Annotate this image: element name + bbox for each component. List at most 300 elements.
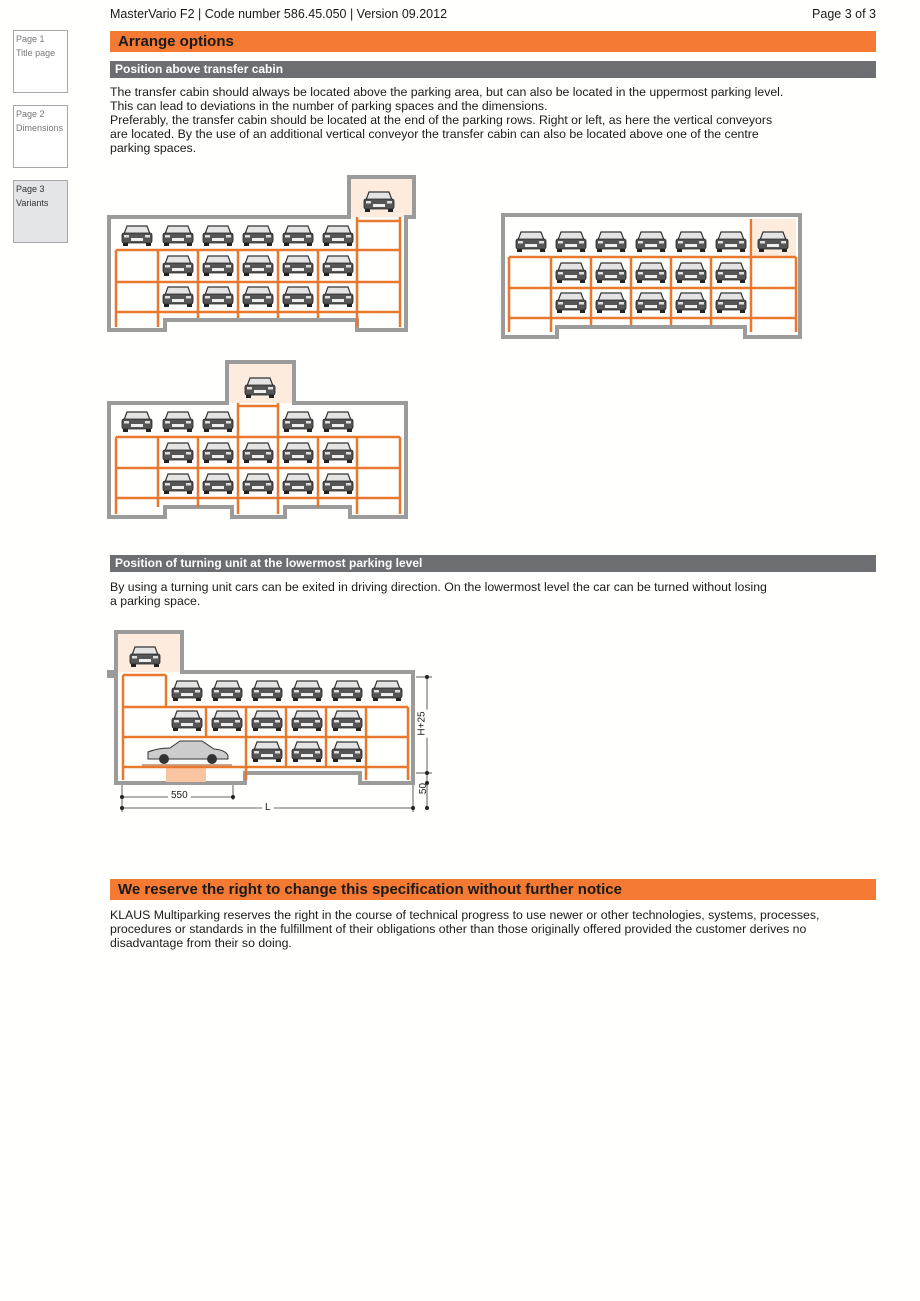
car-plate [172,455,184,458]
car-front-icon [323,256,353,276]
car-wheel [164,429,169,432]
car-plate [332,238,344,241]
car-plate [212,299,224,302]
car-wheel [267,491,272,494]
car-front-icon [172,711,202,731]
car-front-icon [203,474,233,494]
car-front-icon [163,474,193,494]
car-headlight [205,265,210,268]
car-front-icon [122,226,152,246]
car-wheel [187,429,192,432]
car-headlight [638,241,643,244]
car-headlight [659,272,664,275]
diagram-cabin-centre [109,362,406,517]
car-plate [341,723,353,726]
dimension-pit: 50 [418,782,430,795]
car-wheel [597,310,602,313]
car-wheel [146,243,151,246]
car-wheel [213,698,218,701]
car-plate [341,754,353,757]
car-headlight [132,656,137,659]
dimension-dot [411,806,415,810]
car-plate [332,486,344,489]
car-wheel [660,280,665,283]
car-front-icon [636,232,666,252]
car-plate [252,268,264,271]
car-front-icon [676,232,706,252]
car-wheel [187,460,192,463]
car-front-icon [252,742,282,762]
car-headlight [235,690,240,693]
car-plate [645,275,657,278]
car-wheel [637,310,642,313]
car-plate [685,305,697,308]
car-wheel [227,491,232,494]
car-wheel [154,664,159,667]
car-wheel [187,273,192,276]
car-wheel [660,310,665,313]
car-wheel [740,249,745,252]
car-headlight [214,720,219,723]
car-wheel [284,491,289,494]
car-headlight [325,265,330,268]
car-headlight [186,483,191,486]
car-plate [172,238,184,241]
sidebar-page-label: Page 2 [16,109,45,119]
car-wheel [637,249,642,252]
car-front-icon [596,293,626,313]
car-front-icon [245,378,275,398]
car-front-icon [163,412,193,432]
car-wheel [557,280,562,283]
car-front-icon [163,226,193,246]
car-headlight [266,265,271,268]
car-headlight [226,421,231,424]
car-wheel [159,754,169,764]
car-wheel [316,728,321,731]
car-plate [373,204,385,207]
dimension-dot [425,806,429,810]
car-headlight [619,272,624,275]
car-wheel [173,698,178,701]
car-plate [131,238,143,241]
car-wheel [580,249,585,252]
car-front-icon [130,647,160,667]
car-wheel [196,728,201,731]
car-plate [332,268,344,271]
car-headlight [315,720,320,723]
car-wheel [324,243,329,246]
car-headlight [315,690,320,693]
car-front-icon [716,263,746,283]
car-headlight [325,452,330,455]
car-wheel [307,429,312,432]
car-headlight [294,720,299,723]
car-wheel [356,698,361,701]
car-front-icon [203,412,233,432]
car-wheel [244,491,249,494]
diagram-cabin-top-level [503,215,800,337]
car-wheel [204,243,209,246]
car-front-icon [283,443,313,463]
car-headlight [266,296,271,299]
car-wheel [660,249,665,252]
car-headlight [395,690,400,693]
car-headlight [306,452,311,455]
car-headlight [254,751,259,754]
car-headlight [275,751,280,754]
car-plate [605,305,617,308]
car-headlight [579,241,584,244]
car-front-icon [758,232,788,252]
car-plate [131,424,143,427]
car-headlight [275,720,280,723]
car-headlight [659,302,664,305]
car-headlight [598,302,603,305]
car-headlight [165,421,170,424]
car-plate [221,693,233,696]
car-wheel [293,698,298,701]
car-headlight [124,421,129,424]
diagram-turning-unit [109,632,413,783]
car-wheel [267,304,272,307]
car-wheel [204,460,209,463]
car-plate [332,455,344,458]
diagram-cabin-right [109,177,414,330]
car-headlight [195,720,200,723]
car-plate [292,486,304,489]
car-headlight [518,241,523,244]
car-wheel [316,698,321,701]
car-wheel [324,304,329,307]
car-front-icon [212,711,242,731]
car-wheel [307,460,312,463]
car-headlight [174,690,179,693]
car-wheel [740,310,745,313]
car-wheel [284,460,289,463]
car-headlight [145,421,150,424]
car-plate [565,244,577,247]
car-plate [252,455,264,458]
car-headlight [205,235,210,238]
car-plate [172,268,184,271]
car-wheel [620,249,625,252]
car-front-icon [283,412,313,432]
car-headlight [598,241,603,244]
sidebar-item-label: Dimensions [16,123,64,133]
car-wheel [540,249,545,252]
car-plate [341,693,353,696]
car-headlight [619,302,624,305]
car-headlight [579,302,584,305]
car-plate [261,754,273,757]
car-headlight [186,265,191,268]
car-front-icon [283,226,313,246]
car-plate [301,693,313,696]
car-plate [645,305,657,308]
car-wheel [173,728,178,731]
car-front-icon [283,474,313,494]
car-plate [332,424,344,427]
car-headlight [165,296,170,299]
car-wheel [759,249,764,252]
dimension-dot [425,771,429,775]
car-wheel [700,249,705,252]
car-plate [685,244,697,247]
car-headlight [306,421,311,424]
car-wheel [347,304,352,307]
car-headlight [214,690,219,693]
car-wheel [284,429,289,432]
car-headlight [205,421,210,424]
car-plate [292,455,304,458]
car-wheel [700,310,705,313]
car-front-icon [283,287,313,307]
car-plate [252,238,264,241]
car-wheel [244,304,249,307]
car-wheel [333,728,338,731]
car-headlight [165,265,170,268]
car-headlight [346,235,351,238]
car-wheel [284,243,289,246]
car-front-icon [243,226,273,246]
car-wheel [187,243,192,246]
car-headlight [245,265,250,268]
car-wheel [253,759,258,762]
car-wheel [324,460,329,463]
car-plate [301,754,313,757]
car-headlight [678,272,683,275]
car-plate [212,455,224,458]
car-wheel [227,273,232,276]
car-headlight [266,452,271,455]
car-wheel [187,491,192,494]
car-headlight [355,690,360,693]
car-wheel [677,280,682,283]
car-wheel [557,310,562,313]
car-front-icon [596,263,626,283]
car-headlight [781,241,786,244]
car-front-icon [676,263,706,283]
car-headlight [306,235,311,238]
car-front-icon [636,263,666,283]
car-plate [221,723,233,726]
sidebar-page-label: Page 1 [16,34,45,44]
car-front-icon [203,443,233,463]
dimension-550: 550 [168,790,191,801]
car-plate [725,305,737,308]
car-headlight [699,272,704,275]
car-wheel [677,310,682,313]
car-wheel [316,759,321,762]
car-wheel [164,273,169,276]
car-wheel [365,209,370,212]
car-wheel [517,249,522,252]
car-plate [525,244,537,247]
car-wheel [717,280,722,283]
car-wheel [227,460,232,463]
car-wheel [244,273,249,276]
car-plate [252,299,264,302]
car-headlight [306,296,311,299]
car-wheel [324,273,329,276]
document-header-title: MasterVario F2 | Code number 586.45.050 | Version 09.2012 [110,7,448,21]
car-headlight [678,241,683,244]
car-headlight [247,387,252,390]
car-front-icon [203,287,233,307]
car-headlight [638,272,643,275]
car-wheel [333,698,338,701]
car-headlight [346,265,351,268]
car-wheel [204,429,209,432]
car-headlight [387,201,392,204]
car-headlight [294,690,299,693]
car-headlight [325,483,330,486]
car-wheel [187,304,192,307]
car-headlight [619,241,624,244]
car-wheel [204,304,209,307]
car-plate [172,486,184,489]
car-wheel [236,728,241,731]
car-plate [605,275,617,278]
car-headlight [254,720,259,723]
car-front-icon [372,681,402,701]
page-number: Page 3 of 3 [812,7,876,21]
car-plate [212,424,224,427]
car-wheel [164,491,169,494]
car-headlight [739,302,744,305]
car-headlight [306,265,311,268]
car-headlight [315,751,320,754]
car-plate [292,268,304,271]
car-headlight [245,452,250,455]
car-headlight [124,235,129,238]
car-wheel [253,698,258,701]
car-plate [685,275,697,278]
car-wheel [620,280,625,283]
car-headlight [306,483,311,486]
car-front-icon [292,711,322,731]
car-headlight [346,421,351,424]
car-front-icon [332,711,362,731]
car-headlight [268,387,273,390]
car-wheel [580,310,585,313]
car-wheel [213,728,218,731]
car-headlight [285,452,290,455]
car-headlight [699,241,704,244]
paragraph-transfer-cabin: The transfer cabin should always be located above the parking area, but can also be located in the uppermost parking level. This can lead to deviations in the number of parking spaces and the dimensions. Preferably, the transfer cabin should be located at the end of the parking rows. Right or left, as here the vertical conveyors are located. By the use of an additional vertical conveyor the transfer cabin can also be located above one of the centre parking spaces. [110,85,784,155]
car-wheel [373,698,378,701]
car-front-icon [596,232,626,252]
car-front-icon [243,474,273,494]
car-headlight [355,751,360,754]
subsection-title: Position above transfer cabin [110,61,876,78]
car-headlight [266,235,271,238]
car-front-icon [212,681,242,701]
car-headlight [285,421,290,424]
car-plate [332,299,344,302]
car-headlight [165,235,170,238]
car-wheel [637,280,642,283]
car-plate [292,424,304,427]
car-wheel [333,759,338,762]
car-front-icon [556,293,586,313]
car-front-icon [556,263,586,283]
car-headlight [226,235,231,238]
car-plate [181,723,193,726]
car-wheel [244,460,249,463]
car-front-icon [332,681,362,701]
car-front-icon [172,681,202,701]
car-headlight [598,272,603,275]
car-plate [254,390,266,393]
car-wheel [388,209,393,212]
car-front-icon [716,293,746,313]
car-headlight [205,296,210,299]
car-headlight [659,241,664,244]
car-headlight [760,241,765,244]
car-headlight [334,720,339,723]
car-headlight [346,452,351,455]
car-wheel [207,754,217,764]
car-headlight [539,241,544,244]
car-wheel [580,280,585,283]
car-headlight [153,656,158,659]
car-front-icon [323,474,353,494]
car-side-icon [148,741,228,764]
car-headlight [186,452,191,455]
car-headlight [285,235,290,238]
car-headlight [186,235,191,238]
car-front-icon [364,192,394,212]
car-headlight [374,690,379,693]
car-headlight [325,296,330,299]
car-plate [301,723,313,726]
subsection-title: Position of turning unit at the lowermost parking level [110,555,876,572]
car-front-icon [516,232,546,252]
car-wheel [253,728,258,731]
dimension-height: H+25 [416,711,428,736]
car-headlight [718,241,723,244]
car-wheel [293,728,298,731]
car-headlight [235,720,240,723]
car-wheel [276,698,281,701]
car-wheel [307,243,312,246]
car-headlight [558,241,563,244]
car-wheel [700,280,705,283]
car-front-icon [716,232,746,252]
car-wheel [347,491,352,494]
car-front-icon [163,287,193,307]
car-wheel [284,273,289,276]
car-front-icon [252,711,282,731]
car-headlight [205,452,210,455]
car-headlight [186,296,191,299]
car-front-icon [243,443,273,463]
car-wheel [293,759,298,762]
car-headlight [165,452,170,455]
car-plate [261,693,273,696]
car-wheel [269,395,274,398]
car-wheel [123,243,128,246]
car-headlight [366,201,371,204]
car-headlight [325,421,330,424]
car-plate [645,244,657,247]
dimension-length: L [262,802,274,813]
car-wheel [347,273,352,276]
car-plate [212,268,224,271]
car-wheel [717,249,722,252]
